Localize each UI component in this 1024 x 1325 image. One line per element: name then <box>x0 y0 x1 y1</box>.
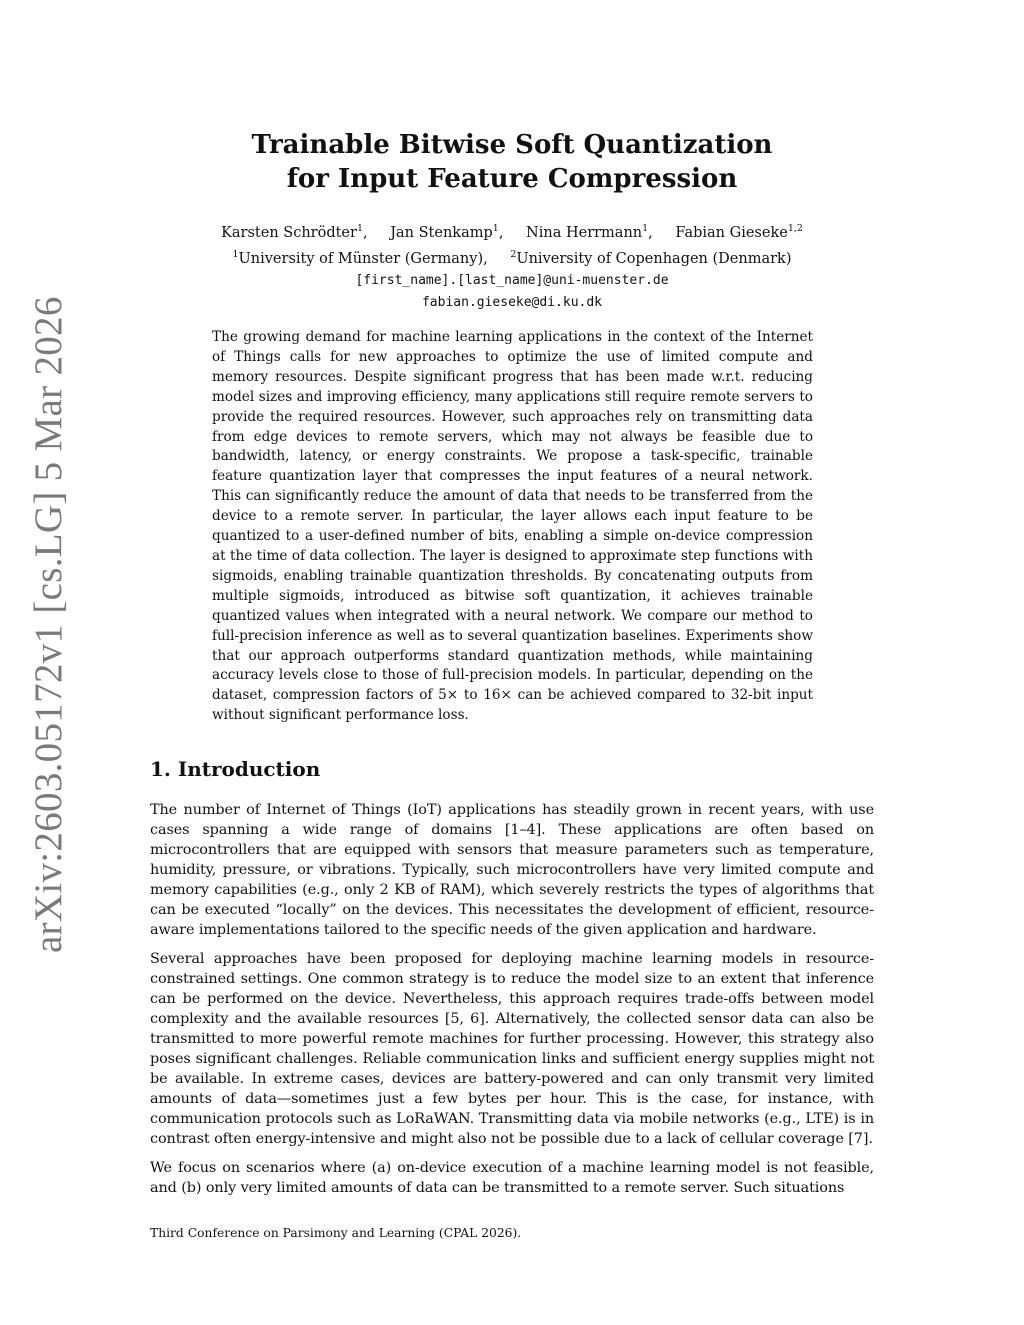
arxiv-id: arXiv:2603.05172v1 [cs.LG] 5 Mar 2026 <box>27 296 70 953</box>
abstract: The growing demand for machine learning applications in the context of the Internet of Things calls for new approaches to optimize the use of limited compute and memory resources. Despite significant progress that has been made w.r.t. reducing model sizes and improving efficiency, many applications still require remote servers to provide the required resources. However, such approaches rely on transmitting data from edge devices to remote servers, which may not always be feasible due to bandwidth, latency, or energy constraints. We propose a task-specific, trainable feature quantization layer that compresses the input features of a neural network. This can significantly reduce the amount of data that needs to be transferred from the device to a remote server. In particular, the layer allows each input feature to be quantized to a user-defined number of bits, enabling a simple on-device compression at the time of data collection. The layer is designed to approximate step functions with sigmoids, enabling trainable quantization thresholds. By concatenating outputs from multiple sigmoids, introduced as bitwise soft quantization, it achieves trainable quantized values when integrated with a neural network. We compare our method to full-precision inference as well as to several quantization baselines. Experiments show that our approach outperforms standard quantization methods, while maintaining accuracy levels close to those of full-precision models. In particular, depending on the dataset, compression factors of 5× to 16× can be achieved compared to 32-bit input without significant performance loss. <box>212 329 813 724</box>
email[interactable]: [first_name].[last_name]@uni-muenster.de <box>355 272 669 288</box>
paragraph: The number of Internet of Things (IoT) applications has steadily grown in recent years, with use cases spanning a wide range of domains [1–4]. These applications are often based on microcontrollers that are equipped with sensors that measure parameters such as temperature, humidity, pressure, or vibrations. Typically, such microcontrollers have very limited compute and memory capabilities (e.g., only 2 KB of RAM), which severely restricts the types of algorithms that can be executed “locally” on the devices. This necessitates the development of efficient, resource-aware implementations tailored to the specific needs of the given application and hardware. <box>150 802 874 938</box>
author: Karsten Schrödter <box>221 224 357 241</box>
author-sup: 1 <box>642 223 649 234</box>
affiliation: University of Münster (Germany), <box>238 250 488 267</box>
author-list: Karsten Schrödter$^1$, Jan Stenkamp$^1$, Nina Herrmann$^1$, Fabian Gieseke$^{1,2}$ <box>221 223 803 241</box>
author-sup: 1,2 <box>787 223 803 234</box>
paper-title <box>150 128 874 196</box>
section-heading: 1. Introduction <box>150 757 321 781</box>
author-sup: 1 <box>492 223 499 234</box>
footnote: Third Conference on Parsimony and Learning (CPAL 2026). <box>150 1226 522 1240</box>
paragraph: Several approaches have been proposed for deploying machine learning models in resource-constrained settings. One common strategy is to reduce the model size to an extent that inference can be performed on the device. Nevertheless, this approach requires trade-offs between model complexity and the available resources [5, 6]. Alternatively, the collected sensor data can also be transmitted to more powerful remote machines for further processing. However, this strategy also poses significant challenges. Reliable communication links and sufficient energy supplies might not be available. In extreme cases, devices are battery-powered and can only transmit very limited amounts of data—sometimes just a few bytes per hour. This is the case, for instance, with communication protocols such as LoRaWAN. Transmitting data via mobile networks (e.g., LTE) is in contrast often energy-intensive and might also not be possible due to a lack of cellular coverage [7]. <box>150 951 874 1147</box>
author: Nina Herrmann <box>526 224 643 241</box>
affiliation-list: $^1$University of Münster (Germany), $^2$University of Copenhagen (Denmark) <box>232 248 792 267</box>
paragraph: We focus on scenarios where (a) on-device execution of a machine learning model is not feasible, and (b) only very limited amounts of data can be transmitted to a remote server. Such situations <box>150 1160 874 1196</box>
author: Fabian Gieseke <box>675 224 788 241</box>
author-block <box>150 218 874 314</box>
title-line-2: for Input Feature Compression <box>286 164 738 194</box>
email[interactable]: fabian.gieseke@di.ku.dk <box>421 294 602 310</box>
author: Jan Stenkamp <box>390 224 493 241</box>
author-sup: 1 <box>356 223 363 234</box>
body-text <box>150 800 874 1207</box>
affiliation: University of Copenhagen (Denmark) <box>516 250 792 267</box>
title-line-1: Trainable Bitwise Soft Quantization <box>251 130 773 160</box>
